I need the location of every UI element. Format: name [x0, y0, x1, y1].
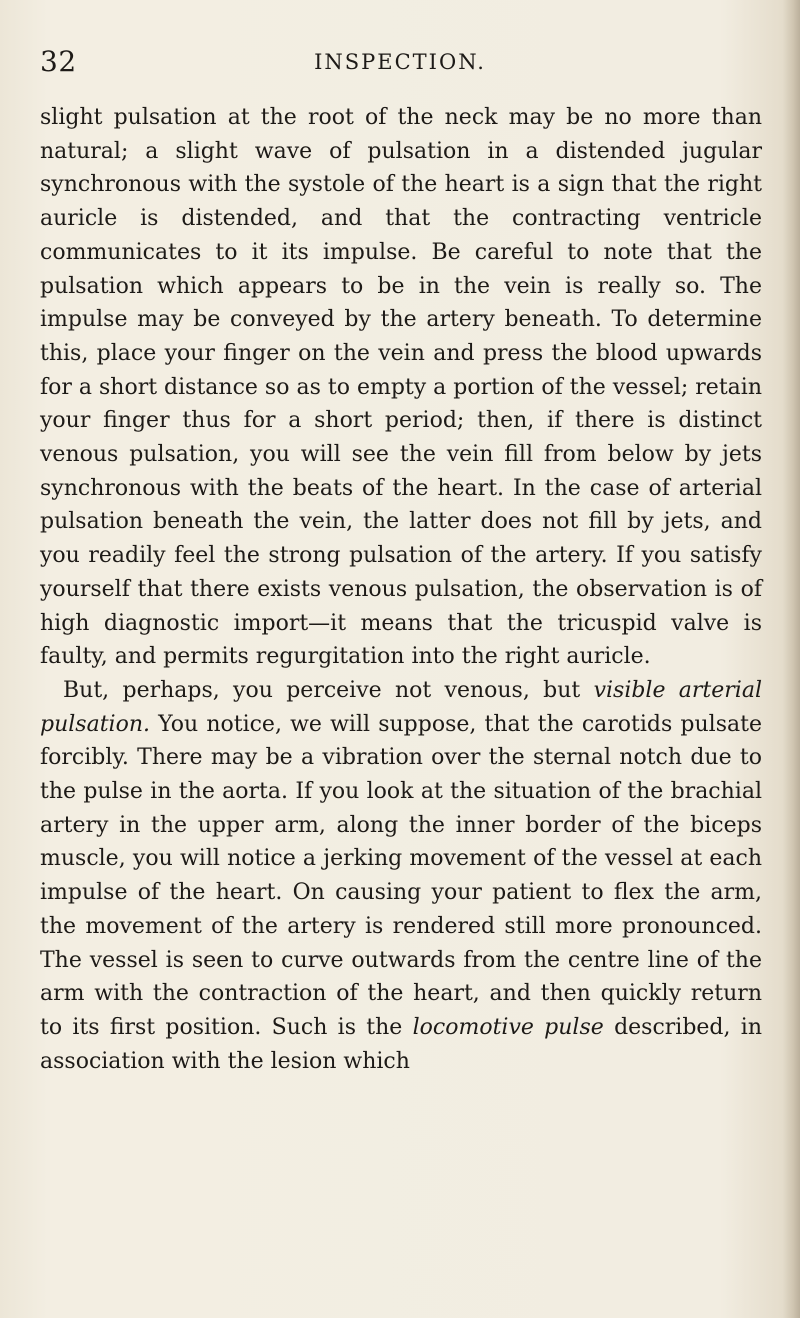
paragraph-2-text-2: You notice, we will suppose, that the carotids pulsate forcibly. There may be a vibration over the sternal notch due to the pulse in the aorta. If you look at the situation of the brachial artery in the upper arm, along the inner border of the biceps muscle, you will notice a jerking movement of the vessel at each impulse of the heart. On causing your patient to flex the arm, the movement of the artery is rendered still more pronounced. The vessel is seen to curve outwards from the centre line of the arm with the contraction of the heart, and then quickly return to its first position. Such is the	[40, 711, 762, 1040]
body-text	[40, 101, 762, 1078]
page-edge-shadow	[782, 0, 800, 1318]
paragraph-2	[40, 674, 762, 1078]
paragraph-2-text-3: described, in association with the lesion which	[40, 1014, 763, 1074]
paragraph-2-text-1: But, perhaps, you perceive not venous, but	[63, 677, 594, 703]
page-header	[40, 44, 760, 80]
italic-visible-arterial-pulsation: visible arterial pulsation.	[40, 677, 762, 737]
italic-locomotive-pulse: locomotive pulse	[412, 1014, 604, 1040]
paragraph-1: slight pulsation at the root of the neck may be no more than natural; a slight wave of pulsation in a distended jugular synchronous with the systole of the heart is a sign that the right auricle is distended, and that the contracting ventricle communicates to it its impulse. Be careful to note that the pulsation which appears to be in the vein is really so. The impulse may be conveyed by the artery beneath. To determine this, place your finger on the vein and press the blood upwards for a short distance so as to empty a portion of the vessel; retain your finger thus for a short period; then, if there is distinct venous pulsation, you will see the vein fill from below by jets synchronous with the beats of the heart. In the case of arterial pulsation beneath the vein, the latter does not fill by jets, and you readily feel the strong pulsation of the artery. If you satisfy yourself that there exists venous pulsation, the observation is of high diagnostic import—it means that the tricuspid valve is faulty, and permits regurgitation into the right auricle.	[40, 105, 762, 670]
running-head: INSPECTION.	[314, 50, 486, 74]
page-number: 32	[40, 45, 77, 78]
